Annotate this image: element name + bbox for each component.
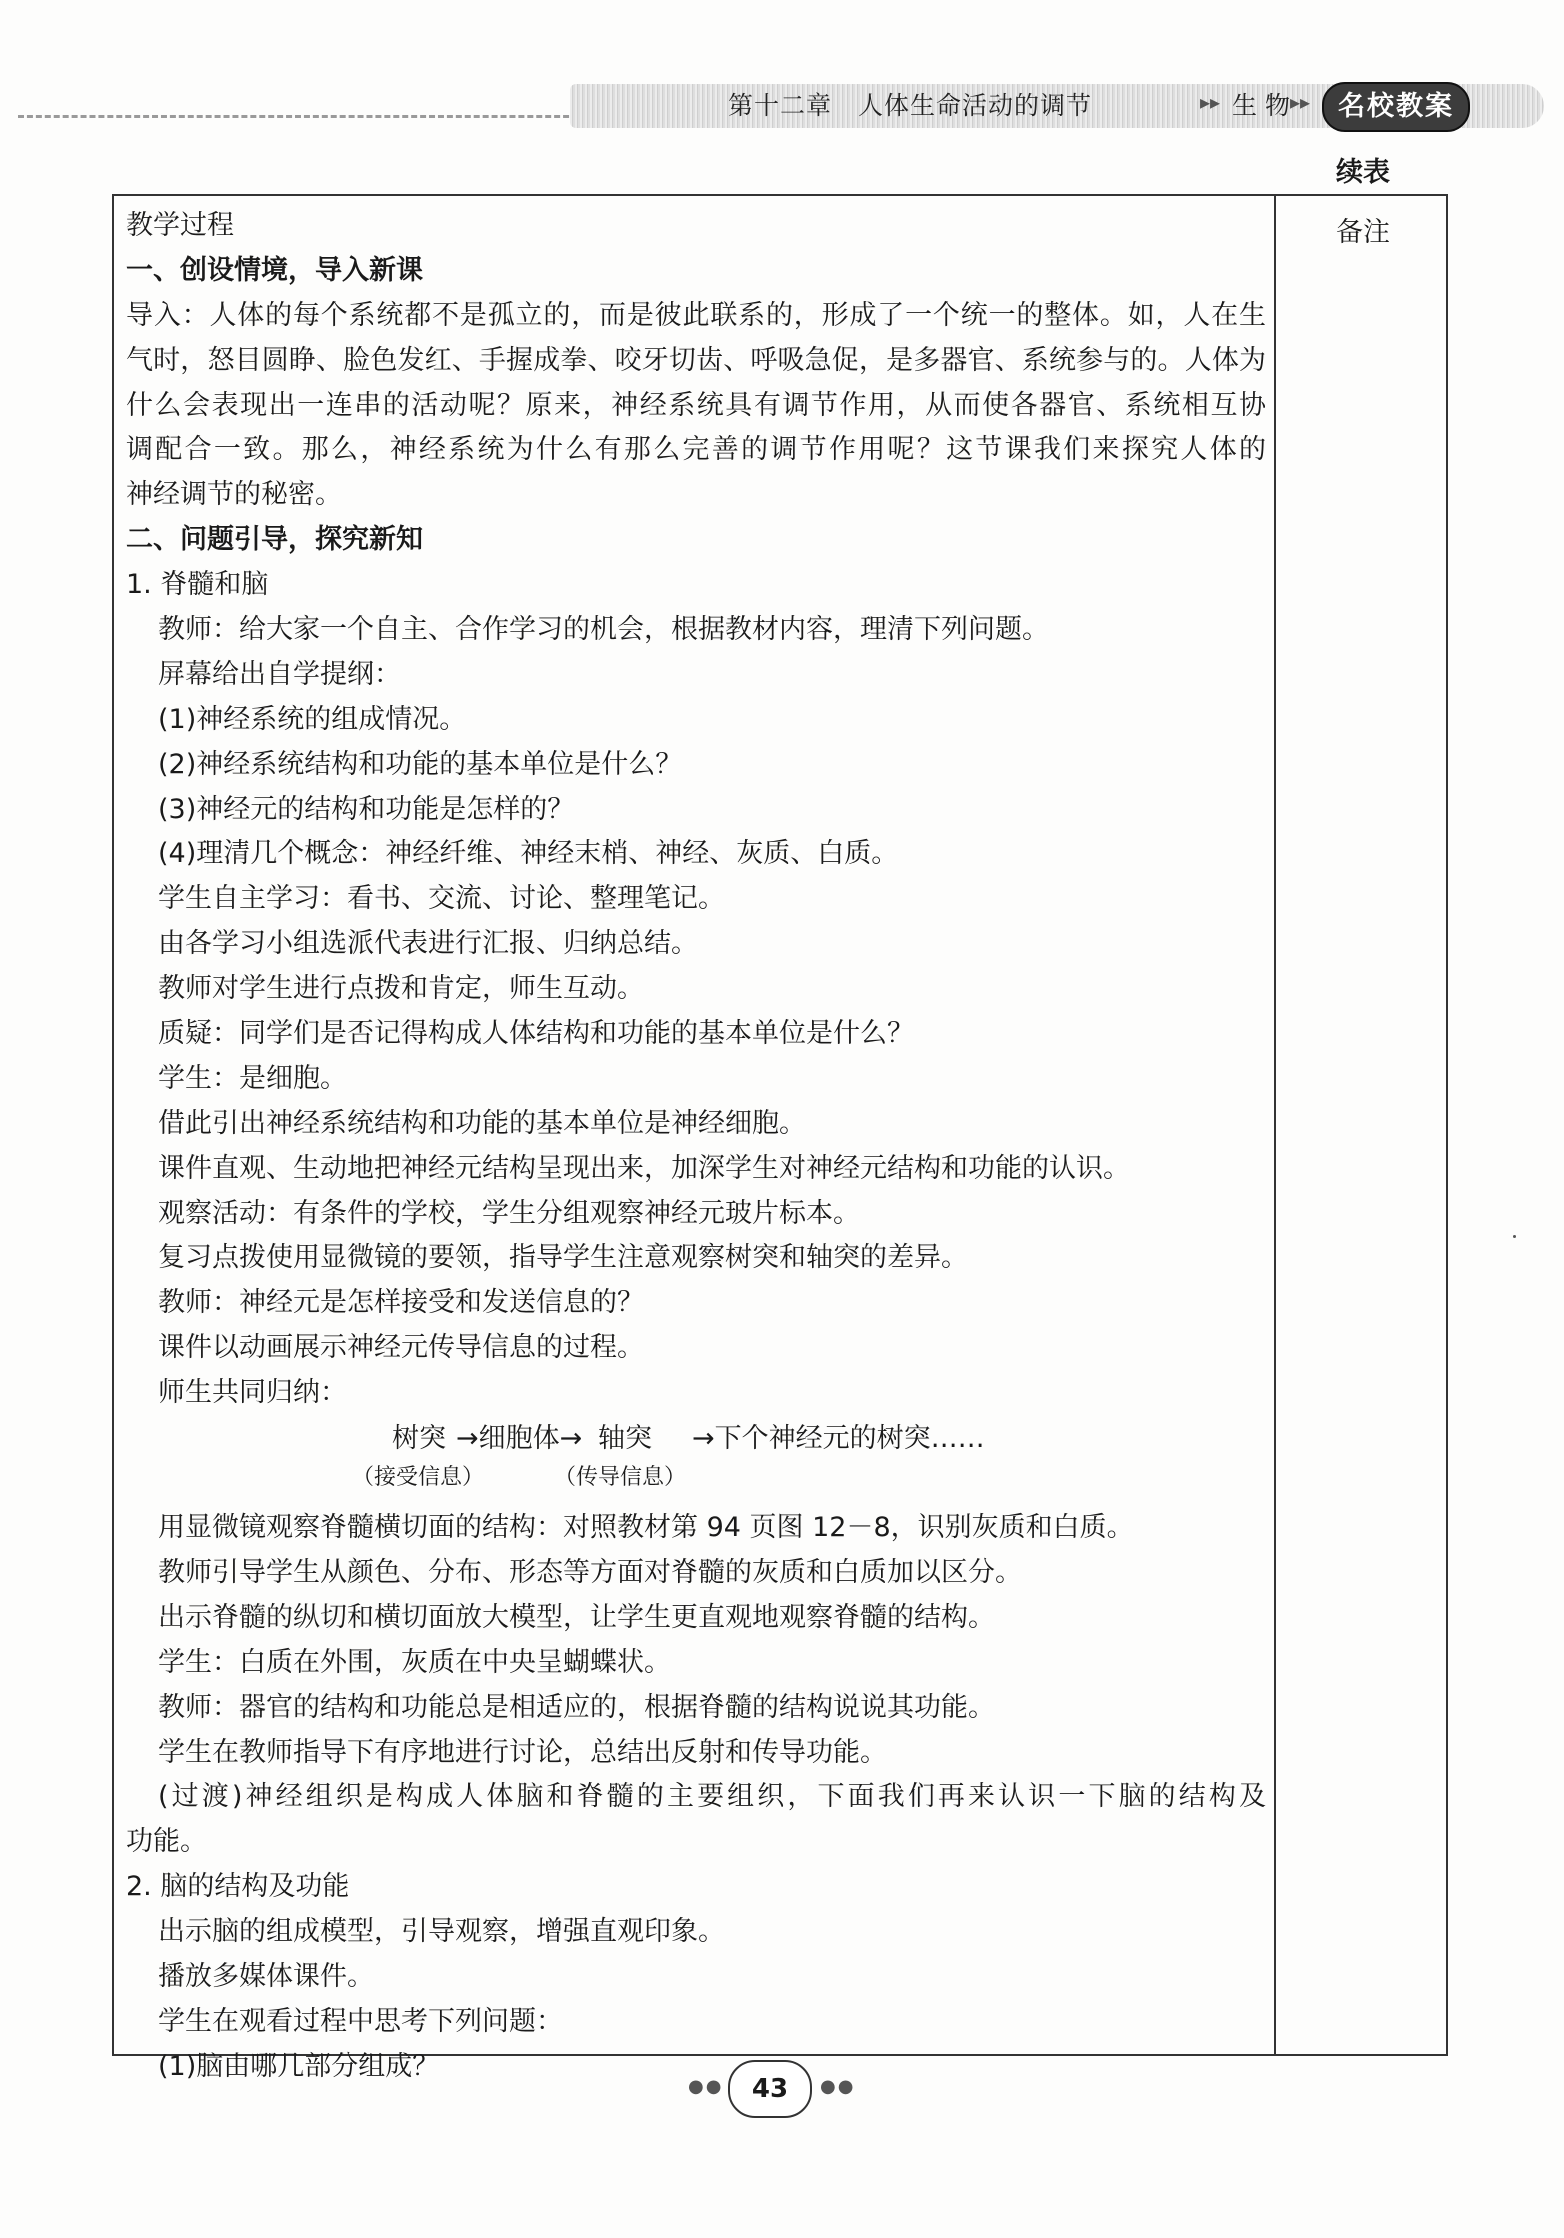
- text-line: 什么会表现出一连串的活动呢？原来，神经系统具有调节作用，从而使各器官、系统相互协: [126, 389, 1266, 421]
- text-line: 1. 脊髓和脑: [126, 569, 269, 601]
- page-dots: ●●: [820, 2076, 856, 2097]
- section-title: 教学过程: [126, 210, 234, 241]
- flow-axon: 轴突: [598, 1423, 652, 1455]
- text-line: 神经调节的秘密。: [126, 479, 342, 511]
- page-dots: ●●: [688, 2076, 724, 2097]
- flow-transmit-label: （传导信息）: [554, 1465, 687, 1491]
- remark-header: 备注: [1336, 217, 1390, 248]
- text-line: (1)神经系统的组成情况。: [158, 703, 467, 735]
- header-dashed-rule: [18, 115, 578, 118]
- text-line: (3)神经元的结构和功能是怎样的？: [158, 793, 575, 825]
- text-line: 学生：白质在外围，灰质在中央呈蝴蝶状。: [158, 1646, 671, 1678]
- text-line: 2. 脑的结构及功能: [126, 1871, 350, 1903]
- flow-next-neuron: →下个神经元的树突……: [692, 1423, 985, 1455]
- text-line: 屏幕给出自学提纲：: [158, 658, 401, 690]
- text-block: [126, 1506, 1266, 2090]
- text-line: (过渡)神经组织是构成人体脑和脊髓的主要组织，下面我们再来认识一下脑的结构及: [158, 1781, 1266, 1813]
- text-line: 教师引导学生从颜色、分布、形态等方面对脊髓的灰质和白质加以区分。: [158, 1556, 1022, 1588]
- text-line: 学生在观看过程中思考下列问题：: [158, 2005, 563, 2037]
- text-line: 借此引出神经系统结构和功能的基本单位是神经细胞。: [158, 1107, 806, 1139]
- text-line: 由各学习小组选派代表进行汇报、归纳总结。: [158, 928, 698, 960]
- lesson-table: [112, 194, 1448, 2082]
- flow-dendrite: 树突: [392, 1423, 446, 1455]
- text-line: 学生自主学习：看书、交流、讨论、整理笔记。: [158, 883, 725, 915]
- text-line: 教师：神经元是怎样接受和发送信息的？: [158, 1287, 644, 1319]
- arrow-icon: ▸▸: [1200, 90, 1221, 114]
- text-line: 教师：器官的结构和功能总是相适应的，根据脊髓的结构说说其功能。: [158, 1691, 995, 1723]
- text-line: 复习点拨使用显微镜的要领，指导学生注意观察树突和轴突的差异。: [158, 1242, 968, 1274]
- continued-label: 续表: [1336, 157, 1390, 188]
- text-line: 气时，怒目圆睁、脸色发红、手握成拳、咬牙切齿、呼吸急促，是多器官、系统参与的。人体为: [126, 344, 1266, 376]
- page-header: [0, 0, 1564, 140]
- subject-label: 生 物: [1232, 91, 1290, 120]
- flow-cell-body: →细胞体→: [456, 1423, 583, 1455]
- text-line: 教师对学生进行点拨和肯定，师生互动。: [158, 973, 644, 1005]
- text-line: 二、问题引导，探究新知: [126, 524, 423, 556]
- text-line: 观察活动：有条件的学校，学生分组观察神经元玻片标本。: [158, 1197, 860, 1229]
- text-line: 师生共同归纳：: [158, 1377, 347, 1409]
- text-line: 质疑：同学们是否记得构成人体结构和功能的基本单位是什么？: [158, 1018, 914, 1050]
- text-line: 播放多媒体课件。: [158, 1960, 374, 1992]
- text-line: 出示脊髓的纵切和横切面放大模型，让学生更直观地观察脊髓的结构。: [158, 1601, 995, 1633]
- text-line: 教师：给大家一个自主、合作学习的机会，根据教材内容，理清下列问题。: [158, 614, 1049, 646]
- column-divider: [1274, 196, 1276, 2054]
- text-line: 课件直观、生动地把神经元结构呈现出来，加深学生对神经元结构和功能的认识。: [158, 1152, 1130, 1184]
- text-block: [126, 249, 1266, 1416]
- text-line: 调配合一致。那么，神经系统为什么有那么完善的调节作用呢？这节课我们来探究人体的: [126, 434, 1266, 466]
- text-line: 出示脑的组成模型，引导观察，增强直观印象。: [158, 1916, 725, 1948]
- arrow-icon: ▸▸: [1290, 90, 1311, 114]
- flow-receive-label: （接受信息）: [352, 1465, 485, 1491]
- text-line: (2)神经系统结构和功能的基本单位是什么？: [158, 748, 683, 780]
- text-line: 用显微镜观察脊髓横切面的结构：对照教材第 94 页图 12－8，识别灰质和白质。: [158, 1512, 1134, 1544]
- signal-flow-diagram: [126, 1416, 1266, 1506]
- brand-badge: 名校教案: [1322, 82, 1470, 132]
- teaching-process-column: [126, 204, 1266, 2090]
- text-line: (4)理清几个概念：神经纤维、神经末梢、神经、灰质、白质。: [158, 838, 899, 870]
- text-line: 课件以动画展示神经元传导信息的过程。: [158, 1332, 644, 1364]
- scan-speck: [1513, 1235, 1516, 1238]
- text-line: 学生在教师指导下有序地进行讨论，总结出反射和传导功能。: [158, 1736, 887, 1768]
- text-line: 学生：是细胞。: [158, 1062, 347, 1094]
- page-number: 43: [728, 2060, 812, 2118]
- text-line: (1)脑由哪几部分组成？: [158, 2050, 440, 2082]
- chapter-title: 第十二章 人体生命活动的调节: [728, 91, 1093, 120]
- text-line: 导入：人体的每个系统都不是孤立的，而是彼此联系的，形成了一个统一的整体。如，人在生: [126, 299, 1266, 331]
- text-line: 功能。: [126, 1826, 207, 1858]
- text-line: 一、创设情境，导入新课: [126, 254, 423, 286]
